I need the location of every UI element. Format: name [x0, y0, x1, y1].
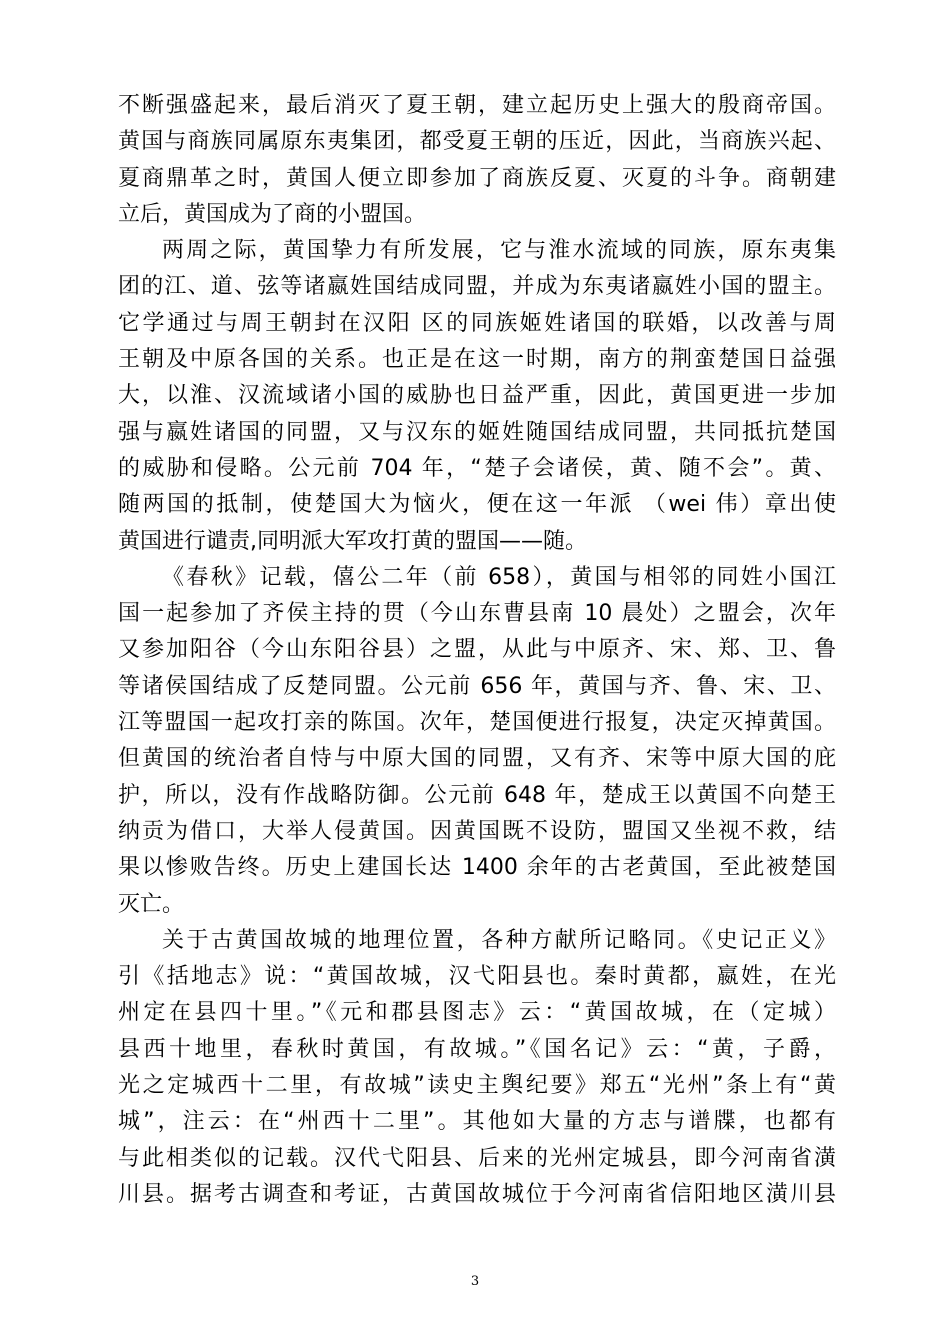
text-line: 《春秋》记载，僖公二年（前 658），黄国与相邻的同姓小国江	[162, 564, 836, 590]
text-line: 与此相类似的记载。汉代弋阳县、后来的光州定城县，即今河南省潢	[118, 1145, 836, 1171]
text-line: 光之定城西十二里，有故城”读史主舆纪要》郑五“光州”条上有“黄	[118, 1073, 836, 1099]
text-line: 护，所以，没有作战略防御。公元前 648 年，楚成王以黄国不向楚王	[118, 782, 836, 808]
text-line: 果以惨败告终。历史上建国长达 1400 余年的古老黄国，至此被楚国	[118, 855, 836, 881]
text-line: 县西十地里，春秋时黄国，有故城。”《国名记》云：“黄，子爵，	[118, 1036, 836, 1062]
text-line: 纳贡为借口，大举人侵黄国。因黄国既不设防，盟国又坐视不救，结	[118, 818, 836, 844]
text-line: 强与嬴姓诸国的同盟，又与汉东的姬姓随国结成同盟，共同抵抗楚国	[118, 419, 836, 445]
text-line: 两周之际，黄国挚力有所发展，它与淮水流域的同族，原东夷集	[162, 238, 836, 264]
text-line: 黄国与商族同属原东夷集团，都受夏王朝的压近，因此，当商族兴起、	[118, 129, 836, 155]
text-line: 城”，注云：在“州西十二里”。其他如大量的方志与谱牒，也都有	[118, 1109, 836, 1135]
text-line: 引《括地志》说：“黄国故城，汉弋阳县也。秦时黄都，嬴姓，在光	[118, 964, 836, 990]
text-line: 的威胁和侵略。公元前 704 年，“楚子会诸侯，黄、随不会”。黄、	[118, 455, 836, 481]
text-line: 但黄国的统治者自恃与中原大国的同盟，又有齐、宋等中原大国的庇	[118, 746, 836, 772]
text-line: 夏商鼎革之时，黄国人便立即参加了商族反夏、灭夏的斗争。商朝建	[118, 165, 836, 191]
text-line: 关于古黄国故城的地理位置，各种方献所记略同。《史记正义》	[162, 927, 836, 953]
text-line: 江等盟国一起攻打亲的陈国。次年，楚国便进行报复，决定灭掉黄国。	[118, 710, 836, 736]
text-line: 不断强盛起来，最后消灭了夏王朝，建立起历史上强大的殷商帝国。	[118, 93, 836, 118]
body-text	[118, 88, 836, 1213]
text-line: 王朝及中原各国的关系。也正是在这一时期，南方的荆蛮楚国日益强	[118, 347, 836, 373]
text-line: 等诸侯国结成了反楚同盟。公元前 656 年，黄国与齐、鲁、宋、卫、	[118, 673, 836, 699]
text-line: 国一起参加了齐侯主持的贯（今山东曹县南 10 晨处）之盟会，次年	[118, 601, 836, 627]
text-line: 随两国的抵制，使楚国大为恼火，便在这一年派 （wei 伟）章出使	[118, 492, 836, 518]
text-line: 州定在县四十里。”《元和郡县图志》云：“黄国故城，在（定城）	[118, 1000, 836, 1026]
text-line: 川县。据考古调查和考证，古黄国故城位于今河南省信阳地区潢川县	[118, 1181, 836, 1207]
text-line: 团的江、道、弦等诸嬴姓国结成同盟，并成为东夷诸嬴姓小国的盟主。	[118, 274, 836, 300]
text-line: 灭亡。	[118, 891, 185, 917]
text-line: 它学通过与周王朝封在汉阳 区的同族姬姓诸国的联婚，以改善与周	[118, 310, 836, 336]
text-line: 立后，黄国成为了商的小盟国。	[118, 201, 427, 227]
text-line: 大，以淮、汉流域诸小国的威胁也日益严重，因此，黄国更进一步加	[118, 383, 836, 409]
page-number: 3	[470, 1274, 480, 1289]
text-line: 黄国进行谴责,同明派大军攻打黄的盟国——随。	[118, 528, 587, 554]
text-line: 又参加阳谷（今山东阳谷县）之盟，从此与中原齐、宋、郑、卫、鲁	[118, 637, 836, 663]
